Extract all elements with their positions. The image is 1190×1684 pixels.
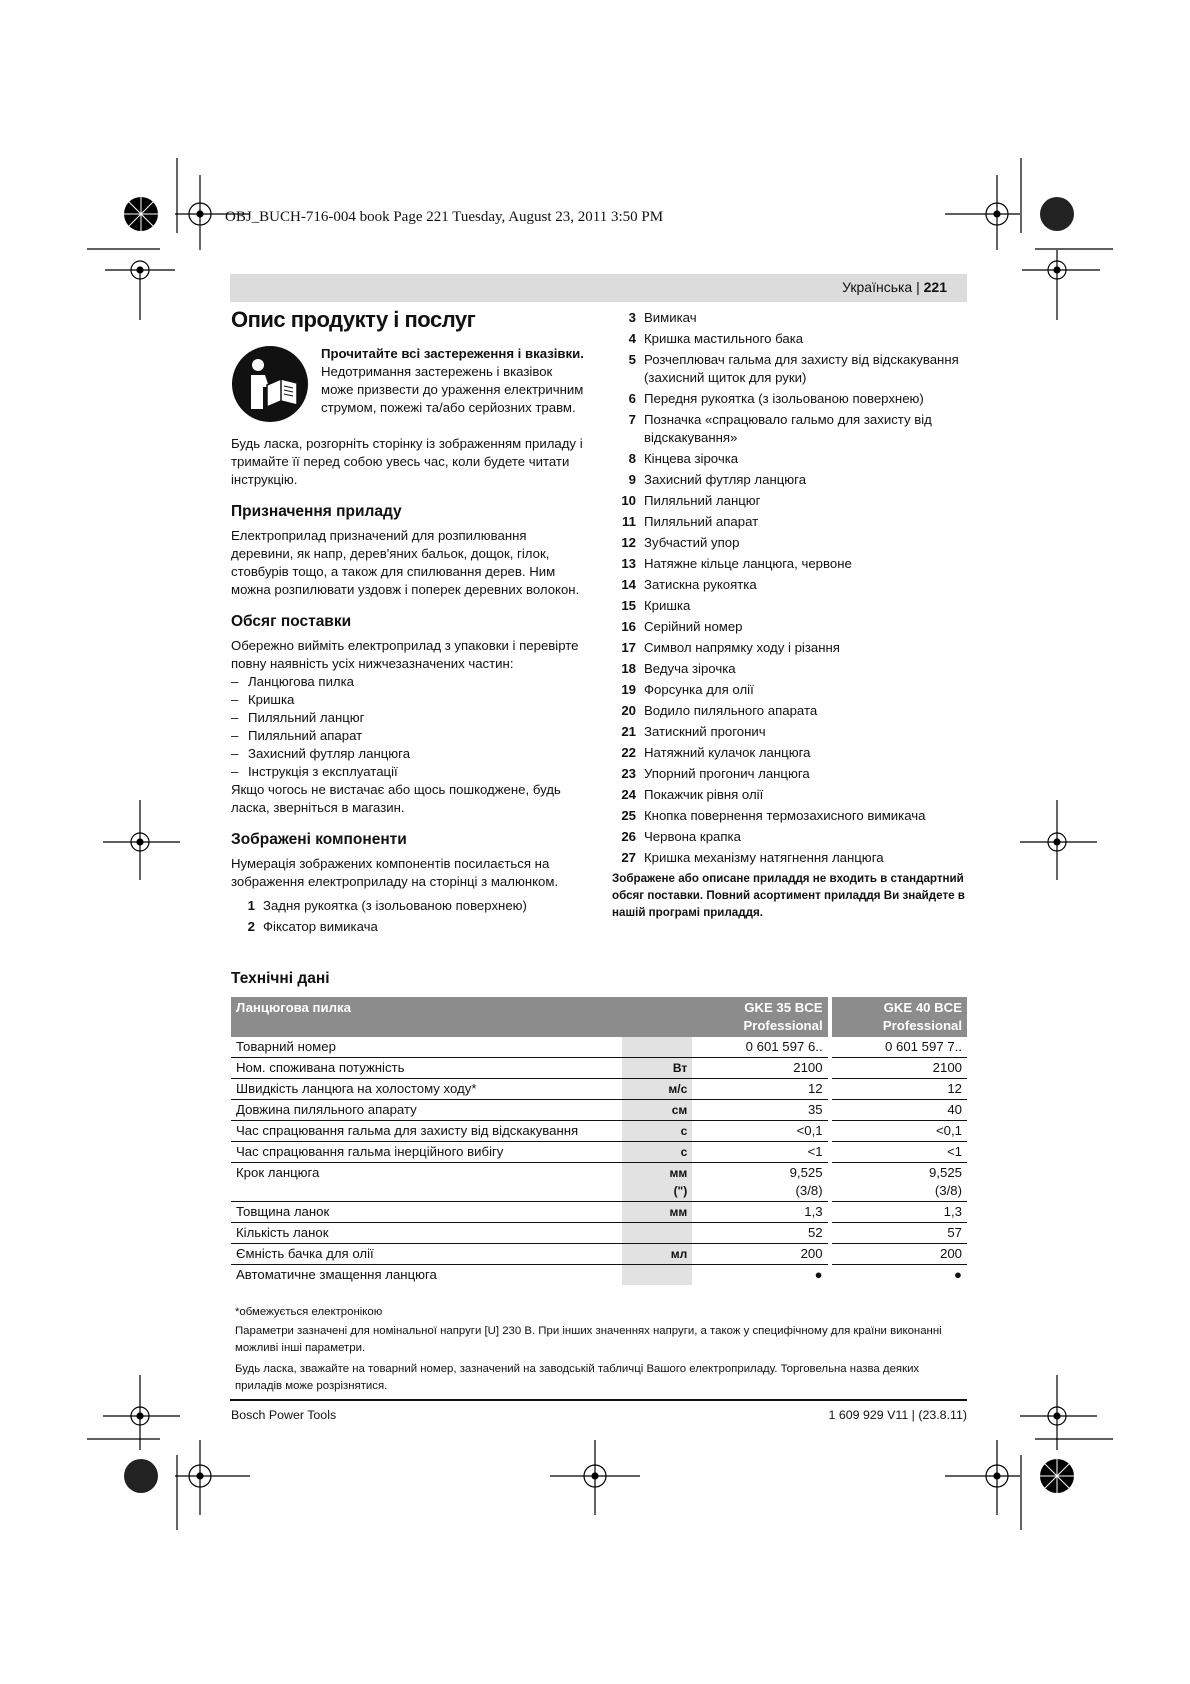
row-unit: [622, 1265, 692, 1286]
accessories-note: Зображене або описане приладдя не входить в стандартний обсяг поставки. Повний асортимент приладдя Ви знайдете в нашій програмі приладдя.: [612, 872, 965, 919]
print-info-line: OBJ_BUCH-716-004 book Page 221 Tuesday, August 23, 2011 3:50 PM: [225, 209, 664, 225]
row-label: Час спрацювання гальма для захисту від відскакування: [231, 1121, 622, 1142]
row-label: Ємність бачка для олії: [231, 1244, 622, 1265]
row-value-1: 1,3: [692, 1202, 827, 1223]
warning-body: Недотримання застережень і вказівок може призвести до ураження електричним струмом, пожежі та/або серйозних травм.: [321, 364, 584, 415]
list-item: 3 Вимикач: [628, 310, 697, 325]
table-row: [231, 1100, 967, 1121]
list-item: 1 Задня рукоятка (з ізольованою поверхнею): [247, 898, 527, 913]
delivery-section: [231, 613, 587, 817]
row-unit: мм: [622, 1202, 692, 1223]
delivery-outro: Якщо чогось не вистачає або щось пошкоджене, будь ласка, зверніться в магазин.: [231, 782, 561, 815]
list-item: 17 Символ напрямку ходу і різання: [621, 640, 840, 655]
row-value-2: 2100: [832, 1058, 967, 1079]
list-item: 5 Розчеплювач гальма для захисту від відскакування (захисний щиток для руки): [628, 352, 959, 385]
row-label: Товарний номер: [231, 1037, 622, 1058]
table-row: [231, 1037, 967, 1058]
row-unit: Вт: [622, 1058, 692, 1079]
table-row: [231, 1223, 967, 1244]
list-item: – Пиляльний апарат: [231, 728, 363, 743]
list-item: 12 Зубчастий упор: [621, 535, 740, 550]
row-unit: мм ("): [622, 1163, 692, 1202]
components-intro: Нумерація зображених компонентів посилається на зображення електроприладу на сторінці з малюнком.: [231, 856, 559, 889]
table-row: [231, 1202, 967, 1223]
tech-data-title: Технічні дані: [231, 970, 330, 987]
components-list-right: [612, 309, 967, 867]
list-item: 21 Затискний прогонич: [621, 724, 766, 739]
row-unit: мл: [622, 1244, 692, 1265]
row-value-1: 200: [692, 1244, 827, 1265]
footer-brand: Bosch Power Tools: [231, 1408, 337, 1422]
list-item: 22 Натяжний кулачок ланцюга: [621, 745, 811, 760]
footnote: *обмежується електронікою: [235, 1306, 383, 1318]
row-value-2: 0 601 597 7..: [832, 1037, 967, 1058]
list-item: 26 Червона крапка: [621, 829, 741, 844]
row-value-2: 57: [832, 1223, 967, 1244]
table-row: [231, 1265, 967, 1286]
row-value-1: 12: [692, 1079, 827, 1100]
row-label: Кількість ланок: [231, 1223, 622, 1244]
row-value-2: 9,525 (3/8): [832, 1163, 967, 1202]
row-unit: с: [622, 1121, 692, 1142]
delivery-title: Обсяг поставки: [231, 613, 352, 630]
row-value-2: <0,1: [832, 1121, 967, 1142]
components-title: Зображені компоненти: [231, 831, 407, 848]
list-item: 4 Кришка мастильного бака: [628, 331, 804, 346]
row-value-1: 2100: [692, 1058, 827, 1079]
right-column: [612, 309, 967, 921]
list-item: 19 Форсунка для олії: [621, 682, 754, 697]
left-column: [231, 307, 587, 939]
list-item: 24 Покажчик рівня олії: [621, 787, 764, 802]
list-item: 11 Пиляльний апарат: [622, 514, 759, 529]
purpose-text: Електроприлад призначений для розпилювання деревини, як напр, дерев'яних бальок, дощок, гілок, стовбурів тощо, а також для спилювання дерев. Ним можна розпилювати уздовж і поперек деревних волокон.: [231, 528, 580, 597]
warning-bold: Прочитайте всі застереження і вказівки.: [321, 346, 584, 361]
header-separator: |: [916, 279, 920, 295]
row-value-1: <1: [692, 1142, 827, 1163]
row-label: Крок ланцюга: [231, 1163, 622, 1202]
table-row: [231, 1163, 967, 1202]
header-language: Українська: [842, 279, 913, 295]
row-unit: см: [622, 1100, 692, 1121]
footer-doc-number: 1 609 929 V11 | (23.8.11): [828, 1408, 967, 1422]
table-row: [231, 1142, 967, 1163]
running-header: [230, 274, 967, 302]
row-value-1: 35: [692, 1100, 827, 1121]
list-item: 20 Водило пиляльного апарата: [621, 703, 818, 718]
row-value-1: ●: [814, 1267, 823, 1282]
table-row: [231, 1079, 967, 1100]
row-label: Довжина пиляльного апарату: [231, 1100, 622, 1121]
list-item: – Пиляльний ланцюг: [231, 710, 365, 725]
list-item: 10 Пиляльний ланцюг: [621, 493, 761, 508]
tech-data-table: [231, 997, 967, 1285]
intro-paragraph: Будь ласка, розгорніть сторінку із зображенням приладу і тримайте її перед собою увесь час, коли будете читати інструкцію.: [231, 436, 583, 487]
table-row: [231, 1244, 967, 1265]
row-unit: [622, 1223, 692, 1244]
read-manual-icon: [231, 345, 309, 423]
page-number: 221: [923, 279, 947, 295]
row-label: Товщина ланок: [231, 1202, 622, 1223]
row-value-2: 1,3: [832, 1202, 967, 1223]
params-note: Параметри зазначені для номінальної напруги [U] 230 В. При інших значеннях напруги, а також у специфічному для країни виконанні можливі інші параметри.: [235, 1325, 942, 1354]
list-item: – Інструкція з експлуатації: [231, 764, 398, 779]
list-item: 2 Фіксатор вимикача: [247, 919, 378, 934]
list-item: 23 Упорний прогонич ланцюга: [621, 766, 810, 781]
row-value-2: ●: [954, 1267, 962, 1282]
table-header-row: [231, 997, 967, 1037]
list-item: 6 Передня рукоятка (з ізольованою поверхнею): [628, 391, 924, 406]
list-item: 15 Кришка: [621, 598, 691, 613]
row-unit: м/с: [622, 1079, 692, 1100]
row-label: Ном. споживана потужність: [231, 1058, 622, 1079]
row-value-1: 52: [692, 1223, 827, 1244]
section-title-product: Опис продукту і послуг: [231, 307, 476, 332]
list-item: 25 Кнопка повернення термозахисного вимикача: [621, 808, 926, 823]
components-list-left: [231, 897, 587, 936]
row-value-2: 12: [832, 1079, 967, 1100]
list-item: – Ланцюгова пилка: [231, 674, 355, 689]
list-item: 7 Позначка «спрацювало гальмо для захисту від відскакування»: [628, 412, 932, 445]
row-label: Час спрацювання гальма інерційного вибігу: [231, 1142, 622, 1163]
footer-rule: [230, 1399, 967, 1401]
delivery-intro: Обережно вийміть електроприлад з упаковки і перевірте повну наявність усіх нижчезазначених частин:: [231, 638, 579, 671]
row-value-1: <0,1: [692, 1121, 827, 1142]
row-value-2: 40: [832, 1100, 967, 1121]
table-header-model-2: GKE 40 BCE Professional: [832, 997, 967, 1037]
row-unit: с: [622, 1142, 692, 1163]
components-section: [231, 831, 587, 936]
row-label: Швидкість ланцюга на холостому ходу*: [231, 1079, 622, 1100]
row-label: Автоматичне змащення ланцюга: [236, 1267, 437, 1282]
purpose-title: Призначення приладу: [231, 503, 402, 520]
warning-text: [321, 345, 587, 423]
table-row: [231, 1121, 967, 1142]
row-unit: [622, 1037, 692, 1058]
list-item: 8 Кінцева зірочка: [628, 451, 739, 466]
list-item: – Кришка: [231, 692, 295, 707]
row-value-2: 200: [832, 1244, 967, 1265]
warning-block: [231, 345, 587, 423]
row-value-2: <1: [832, 1142, 967, 1163]
table-row: [231, 1058, 967, 1079]
list-item: 18 Ведуча зірочка: [621, 661, 736, 676]
name-note: Будь ласка, зважайте на товарний номер, зазначений на заводській табличці Вашого електроприладу. Торговельна назва деяких приладів може розрізнятися.: [235, 1363, 920, 1392]
list-item: 16 Серійний номер: [621, 619, 743, 634]
table-header-model-1: GKE 35 BCE Professional: [692, 997, 827, 1037]
list-item: 27 Кришка механізму натягнення ланцюга: [621, 850, 884, 865]
list-item: 13 Натяжне кільце ланцюга, червоне: [621, 556, 852, 571]
purpose-section: [231, 503, 587, 599]
table-header-label: Ланцюгова пилка: [231, 997, 692, 1037]
row-value-1: 9,525 (3/8): [692, 1163, 827, 1202]
delivery-list: [231, 673, 587, 781]
list-item: 9 Захисний футляр ланцюга: [628, 472, 807, 487]
list-item: 14 Затискна рукоятка: [621, 577, 757, 592]
row-value-1: 0 601 597 6..: [692, 1037, 827, 1058]
list-item: – Захисний футляр ланцюга: [231, 746, 411, 761]
